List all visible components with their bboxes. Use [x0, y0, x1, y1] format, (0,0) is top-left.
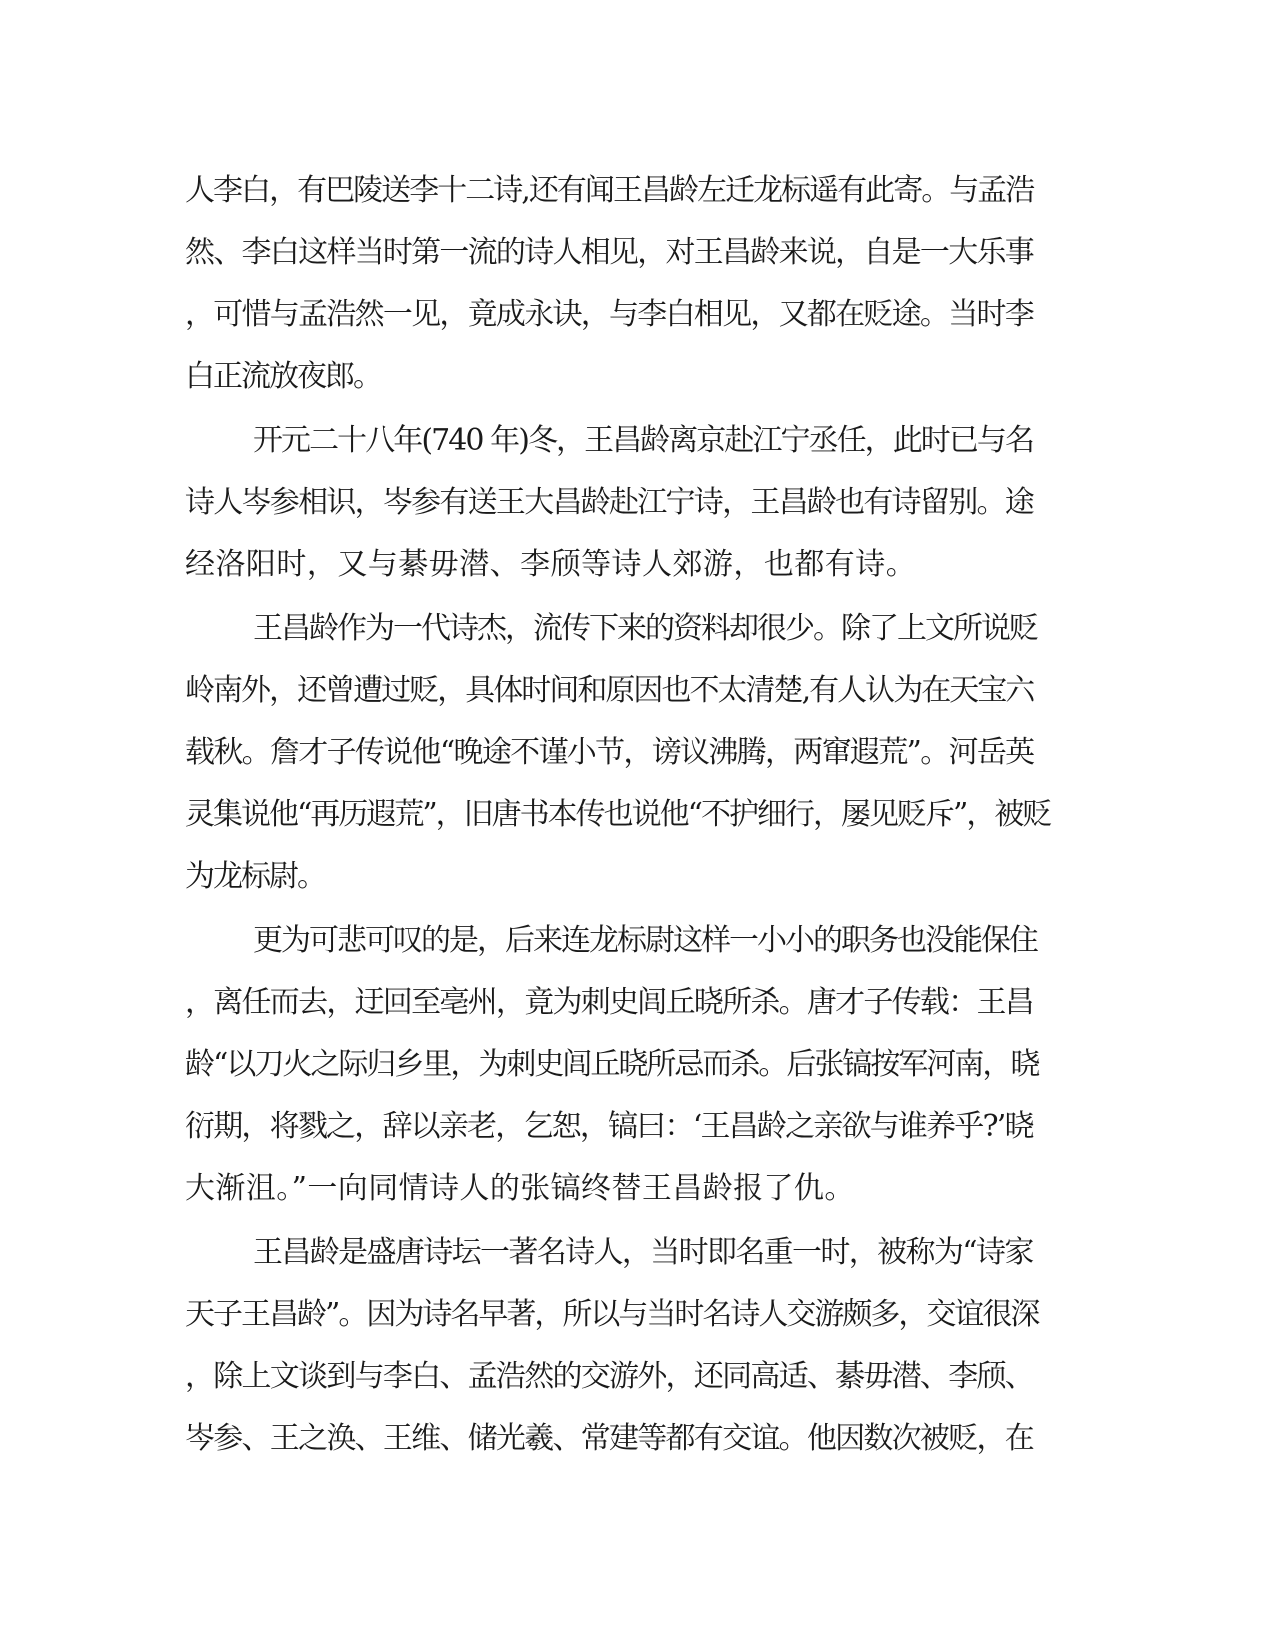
text-line: 白正流放夜郎。	[185, 359, 381, 394]
text-line: 岑参、王之涣、王维、储光羲、常建等都有交谊。他因数次被贬，在	[185, 1421, 1033, 1456]
paragraph	[185, 160, 1065, 408]
paragraph	[185, 910, 1065, 1220]
text-line: 人李白，有巴陵送李十二诗,还有闻王昌龄左迁龙标遥有此寄。与孟浩	[185, 173, 1034, 208]
text-line: 王昌龄作为一代诗杰，流传下来的资料却很少。除了上文所说贬	[253, 611, 1037, 646]
text-line: 然、李白这样当时第一流的诗人相见，对王昌龄来说，自是一大乐事	[185, 235, 1033, 270]
text-line: 载秋。詹才子传说他“晚途不谨小节，谤议沸腾，两窜遐荒”。河岳英	[185, 735, 1034, 770]
text-line: 开元二十八年(740 年)冬，王昌龄离京赴江宁丞任，此时已与名	[253, 423, 1034, 458]
document-body	[185, 160, 1065, 1472]
text-line: 王昌龄是盛唐诗坛一著名诗人，当时即名重一时，被称为“诗家	[253, 1235, 1033, 1270]
text-line: 经洛阳时，又与綦毋潜、李颀等诗人郊游，也都有诗。	[185, 547, 917, 582]
text-line: 更为可悲可叹的是，后来连龙标尉这样一小小的职务也没能保住	[253, 923, 1037, 958]
paragraph	[185, 1222, 1065, 1470]
text-line: 天子王昌龄”。因为诗名早著，所以与当时名诗人交游颇多，交谊很深	[185, 1297, 1039, 1332]
text-line: ，可惜与孟浩然一见，竟成永诀，与李白相见，又都在贬途。当时李	[185, 297, 1033, 332]
paragraph	[185, 598, 1065, 908]
text-line: ，离任而去，迂回至亳州，竟为刺史闾丘晓所杀。唐才子传载：王昌	[185, 985, 1033, 1020]
text-line: 为龙标尉。	[185, 859, 325, 894]
text-line: ，除上文谈到与李白、孟浩然的交游外，还同高适、綦毋潜、李颀、	[185, 1359, 1033, 1394]
text-line: 灵集说他“再历遐荒”，旧唐书本传也说他“不护细行，屡见贬斥”，被贬	[185, 797, 1051, 832]
text-line: 龄“以刀火之际归乡里，为刺史闾丘晓所忌而杀。后张镐按军河南，晓	[185, 1047, 1039, 1082]
paragraph	[185, 410, 1065, 596]
text-line: 诗人岑参相识，岑参有送王大昌龄赴江宁诗，王昌龄也有诗留别。途	[185, 485, 1033, 520]
text-line: 岭南外，还曾遭过贬，具体时间和原因也不太清楚,有人认为在天宝六	[185, 673, 1034, 708]
text-line: 衍期，将戮之，辞以亲老，乞恕，镐曰：‘王昌龄之亲欲与谁养乎?’晓	[185, 1109, 1033, 1144]
text-line: 大渐沮。”一向同情诗人的张镐终替王昌龄报了仇。	[185, 1171, 855, 1206]
